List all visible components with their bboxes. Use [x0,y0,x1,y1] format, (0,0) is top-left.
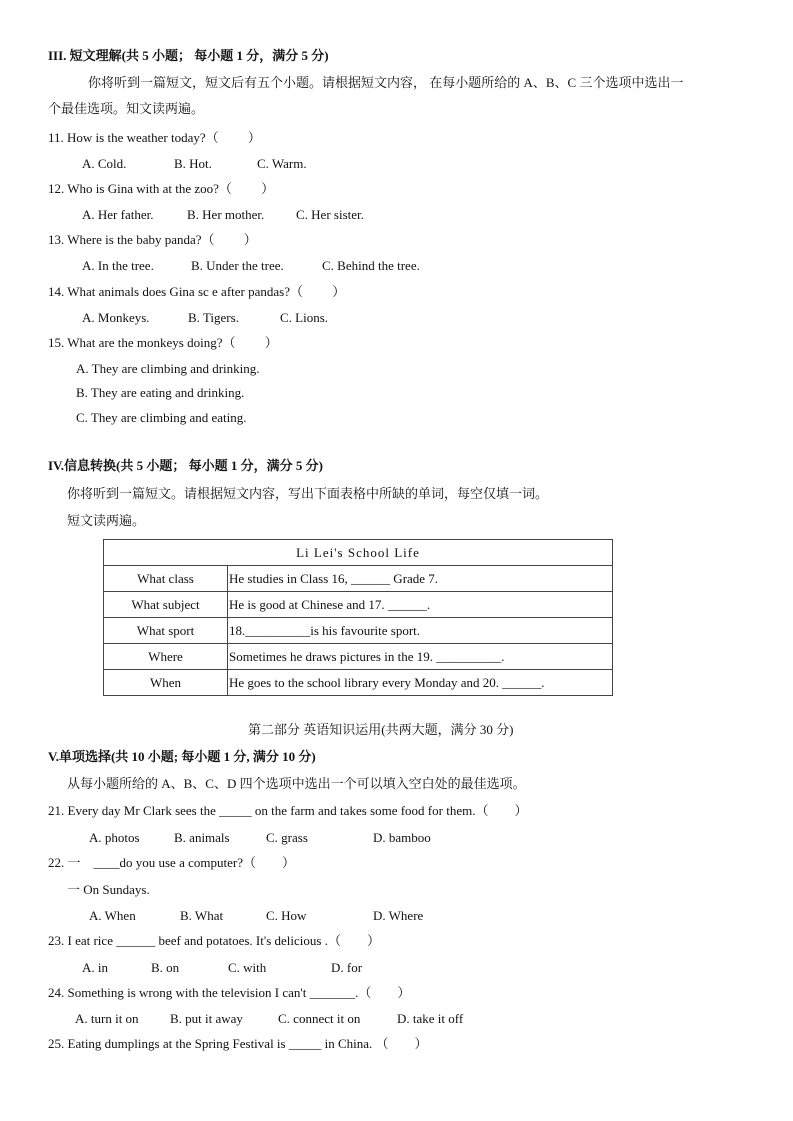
q24-option-a: A. turn it on [75,1011,139,1026]
row-value: He studies in Class 16, ______ Grade 7. [228,566,613,592]
q22-option-c: C. How [266,908,307,923]
q11-option-b: B. Hot. [174,156,212,171]
table-row [104,618,613,644]
q11-option-a: A. Cold. [82,156,127,171]
question-13: 13. Where is the baby panda?（ ） [48,232,257,247]
q22-reply: 一 On Sundays. [67,882,150,897]
q14-option-c: C. Lions. [280,310,329,325]
q13-option-c: C. Behind the tree. [322,258,420,273]
table-row [104,592,613,618]
q22-option-d: D. Where [373,908,424,923]
question-12: 12. Who is Gina with at the zoo?（ ） [48,181,275,196]
q22-option-a: A. When [89,908,136,923]
question-23: 23. I eat rice ______ beef and potatoes. It's delicious .（ ） [48,933,380,948]
q24-option-b: B. put it away [170,1011,243,1026]
q14-option-a: A. Monkeys. [82,310,150,325]
row-label: What subject [104,592,228,618]
section-4-instruction-line2: 短文读两遍。 [67,513,146,528]
table-title: Li Lei's School Life [104,540,613,566]
q11-option-c: C. Warm. [257,156,307,171]
q14-option-b: B. Tigers. [188,310,239,325]
section-3-instruction-line2: 个最佳选项。知文读两遍。 [48,101,205,116]
section-3-instruction-line1: 你将听到一篇短文，短文后有五个小题。请根据短文内容， 在每小题所给的 A、B、C 三个选项中选出一 [88,75,684,90]
section-4-heading: IV.信息转换(共 5 小题； 每小题 1 分，满分 5 分) [48,458,323,473]
table-title-row [104,540,613,566]
question-21: 21. Every day Mr Clark sees the _____ on the farm and takes some food for them.（ ） [48,803,528,818]
row-value: Sometimes he draws pictures in the 19. __________. [228,644,613,670]
q12-option-b: B. Her mother. [187,207,265,222]
info-table [103,539,613,696]
q12-option-c: C. Her sister. [296,207,364,222]
section-3-heading: III. 短文理解(共 5 小题； 每小题 1 分，满分 5 分) [48,48,329,63]
question-15: 15. What are the monkeys doing?（ ） [48,335,278,350]
q21-option-c: C. grass [266,830,308,845]
table-row [104,566,613,592]
q13-option-b: B. Under the tree. [191,258,284,273]
q15-option-a: A. They are climbing and drinking. [76,361,260,376]
table-row [104,670,613,696]
question-25: 25. Eating dumplings at the Spring Festival is _____ in China. （ ） [48,1036,428,1051]
question-11: 11. How is the weather today?（ ） [48,130,261,145]
question-22: 22. 一 ____do you use a computer?（ ） [48,855,295,870]
section-4-instruction-line1: 你将听到一篇短文。请根据短文内容，写出下面表格中所缺的单词，每空仅填一词。 [67,486,549,501]
q23-option-c: C. with [228,960,267,975]
table-row [104,644,613,670]
q21-option-a: A. photos [89,830,140,845]
q21-option-b: B. animals [174,830,230,845]
q15-option-c: C. They are climbing and eating. [76,410,247,425]
section-5-instruction: 从每小题所给的 A、B、C、D 四个选项中选出一个可以填入空白处的最佳选项。 [67,776,526,791]
question-24: 24. Something is wrong with the television I can't _______.（ ） [48,985,411,1000]
q13-option-a: A. In the tree. [82,258,154,273]
part-2-heading: 第二部分 英语知识运用(共两大题，满分 30 分) [248,722,514,737]
row-value: He is good at Chinese and 17. ______. [228,592,613,618]
row-label: What class [104,566,228,592]
row-value: 18.__________is his favourite sport. [228,618,613,644]
q22-option-b: B. What [180,908,224,923]
q12-option-a: A. Her father. [82,207,154,222]
q21-option-d: D. bamboo [373,830,431,845]
question-14: 14. What animals does Gina sc e after pandas?（ ） [48,284,346,299]
q24-option-c: C. connect it on [278,1011,361,1026]
section-5-heading: V.单项选择(共 10 小题; 每小题 1 分, 满分 10 分) [48,749,316,764]
q24-option-d: D. take it off [397,1011,464,1026]
row-value: He goes to the school library every Monday and 20. ______. [228,670,613,696]
row-label: What sport [104,618,228,644]
q23-option-d: D. for [331,960,363,975]
row-label: Where [104,644,228,670]
q23-option-a: A. in [82,960,108,975]
q23-option-b: B. on [151,960,180,975]
q15-option-b: B. They are eating and drinking. [76,385,245,400]
row-label: When [104,670,228,696]
